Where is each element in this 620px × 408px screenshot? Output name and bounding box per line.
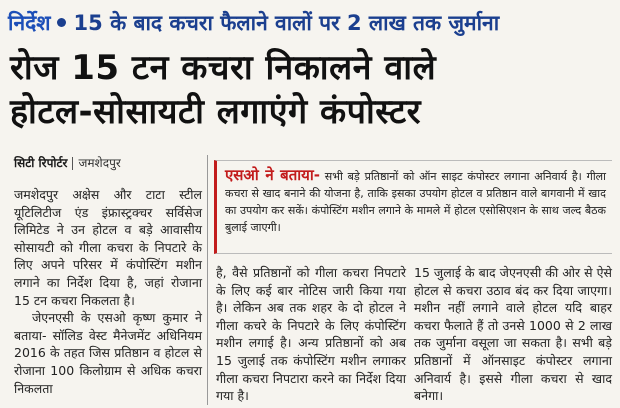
article-column-2 [216, 264, 406, 405]
byline-place: जमशेदपुर [78, 156, 121, 170]
column-3-paragraph: 15 जुलाई के बाद जेएनएसी की ओर से ऐसे होटल से कचरा उठाव बंद कर दिया जाएगा। मशीन नहीं लगाने वाले होटल यदि बाहर कचरा फैलाते हैं तो उनसे 1000 से 2 लाख तक जुर्माना वसूला जा सकता है। सभी बड़े प्रतिष्ठानों में ऑनसाइट कंपोस्टर लगाना अनिवार्य है। इससे गीला कचरा से खाद बनेगा। [414, 265, 612, 404]
article-column-1 [14, 186, 202, 397]
bullet-dot-icon [57, 18, 66, 27]
column-2-paragraph: है, वैसे प्रतिष्ठानों को गीला कचरा निपटारे के लिए कई बार नोटिस जारी किया गया है। लेकिन अब तक शहर के दो होटल ने गीला कचरे के निपटारे के लिए कंपोस्टिंग मशीन लगाई है। अन्य प्रतिष्ठानों को अब 15 जुलाई तक कंपोस्टिंग मशीन लगाकर गीला कचरा निपटारा करने का निर्देश दिया गया है। [216, 265, 406, 404]
strap-kicker: निर्देश [8, 11, 51, 35]
byline-separator [72, 157, 73, 170]
article-column-3 [414, 264, 612, 405]
quote-box-label: एसओ ने बताया- [225, 166, 320, 184]
headline-line-2: होटल-सोसायटी लगाएंगे कंपोस्टर [10, 92, 422, 132]
strap-text: 15 के बाद कचरा फैलाने वालों पर 2 लाख तक जुर्माना [73, 11, 500, 35]
quote-box [214, 160, 612, 254]
column-1-paragraph-2: जेएनएसी के एसओ कृष्ण कुमार ने बताया- सॉलिड वेस्ट मैनेजमेंट अधिनियम 2016 के तहत जिस प्रतिष्ठान व होटल से रोजाना 100 किलोग्राम से अधिक कचरा निकलता [14, 310, 202, 396]
strap-line [8, 6, 613, 40]
column-1-paragraph-1: जमशेदपुर अक्षेस और टाटा स्टील यूटिलिटीज एंड इंफ्रास्ट्रक्चर सर्विसेज लिमिटेड ने उन होटल व बड़े आवासीय सोसायटी को गीला कचरा के निपटारे के लिए अपने परिसर में कंपोस्टिंग मशीन लगाने का निर्देश दिया है, जहां रोजाना 15 टन कचरा निकलता है। [14, 187, 202, 308]
headline [10, 46, 610, 134]
byline [14, 153, 121, 173]
byline-reporter: सिटी रिपोर्टर [14, 156, 68, 170]
quote-box-text: सभी बड़े प्रतिष्ठानों को ऑन साइट कंपोस्टर लगाना अनिवार्य है। गीला कचरा से खाद बनाने की योजना है, ताकि इसका उपयोग होटल व प्रतिष्ठान वाले बागवानी में खाद का उपयोग कर सकें। कंपोस्टिंग मशीन लगाने के मामले में होटल एसोसिएशन के साथ जल्द बैठक बुलाई जाएगी। [225, 170, 606, 234]
headline-line-1: रोज 15 टन कचरा निकालने वाले [10, 48, 437, 88]
column-divider [207, 155, 208, 405]
